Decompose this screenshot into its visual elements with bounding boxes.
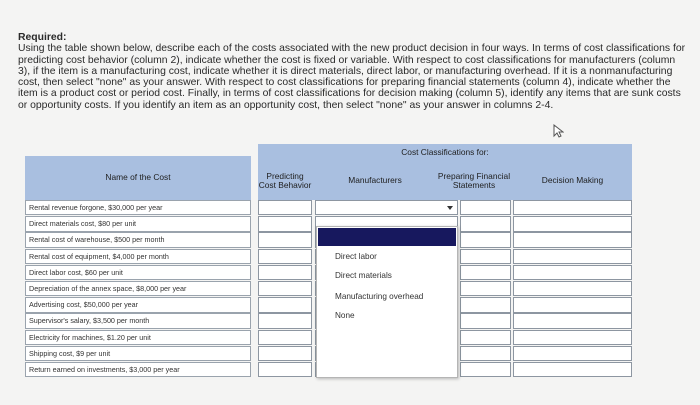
decision-making-select[interactable] <box>513 297 632 312</box>
decision-making-select[interactable] <box>513 362 632 377</box>
header-manufacturers: Manufacturers <box>348 175 402 186</box>
manufacturers-dropdown-menu[interactable] <box>316 226 458 378</box>
dropdown-option-none[interactable]: None <box>335 311 355 320</box>
cost-name-cell: Rental cost of equipment, $4,000 per month <box>25 249 251 264</box>
header-predicting-cost-behavior: Predicting Cost Behavior <box>258 170 312 190</box>
mouse-pointer-icon <box>552 124 564 138</box>
cost-name-cell: Return earned on investments, $3,000 per year <box>25 362 251 377</box>
predicting-cost-behavior-select[interactable] <box>258 249 312 264</box>
chevron-down-icon[interactable] <box>447 206 453 210</box>
predicting-cost-behavior-select[interactable] <box>258 346 312 361</box>
header-name-of-cost: Name of the Cost <box>105 172 171 183</box>
cost-name-cell: Depreciation of the annex space, $8,000 per year <box>25 281 251 296</box>
preparing-financial-statements-select[interactable] <box>460 330 511 345</box>
predicting-cost-behavior-select[interactable] <box>258 200 312 215</box>
predicting-cost-behavior-select[interactable] <box>258 313 312 328</box>
decision-making-select[interactable] <box>513 249 632 264</box>
preparing-financial-statements-select[interactable] <box>460 281 511 296</box>
preparing-financial-statements-select[interactable] <box>460 362 511 377</box>
dropdown-option-direct-labor[interactable]: Direct labor <box>335 252 377 261</box>
decision-making-select[interactable] <box>513 281 632 296</box>
cost-name-cell: Rental cost of warehouse, $500 per month <box>25 232 251 247</box>
instructions-body: Using the table shown below, describe each of the costs associated with the new product decision in four ways. In terms of cost classifications for predicting cost behavior (column 2), indicate whether the cost is fixed or variable. With respect to cost classifications for manufacturers (column 3), if the item is a manufacturing cost, indicate whether it is direct materials, direct labor, or manufacturing overhead. If it is a nonmanufacturing cost, then select "none" as your answer. With respect to cost classifications for preparing financial statements (column 4), indicate whether the item is a product cost or period cost. Finally, in terms of cost classifications for decision making (column 5), identify any items that are sunk costs or opportunity costs. If you identify an item as an opportunity cost, then select "none" as your answer in columns 2-4. <box>18 43 686 111</box>
predicting-cost-behavior-select[interactable] <box>258 330 312 345</box>
preparing-financial-statements-select[interactable] <box>460 249 511 264</box>
preparing-financial-statements-select[interactable] <box>460 200 511 215</box>
header-preparing-financial-statements: Preparing Financial Statements <box>437 170 511 190</box>
preparing-financial-statements-select[interactable] <box>460 297 511 312</box>
predicting-cost-behavior-select[interactable] <box>258 281 312 296</box>
cost-name-cell: Rental revenue forgone, $30,000 per year <box>25 200 251 215</box>
decision-making-select[interactable] <box>513 313 632 328</box>
decision-making-select[interactable] <box>513 330 632 345</box>
decision-making-select[interactable] <box>513 200 632 215</box>
cost-name-cell: Advertising cost, $50,000 per year <box>25 297 251 312</box>
predicting-cost-behavior-select[interactable] <box>258 265 312 280</box>
preparing-financial-statements-select[interactable] <box>460 232 511 247</box>
predicting-cost-behavior-select[interactable] <box>258 297 312 312</box>
decision-making-select[interactable] <box>513 265 632 280</box>
predicting-cost-behavior-select[interactable] <box>258 362 312 377</box>
instructions-heading: Required: <box>18 32 67 43</box>
instructions <box>18 32 690 111</box>
cost-name-cell: Direct materials cost, $80 per unit <box>25 216 251 231</box>
preparing-financial-statements-select[interactable] <box>460 313 511 328</box>
cost-name-cell: Shipping cost, $9 per unit <box>25 346 251 361</box>
manufacturers-select[interactable] <box>315 200 458 215</box>
predicting-cost-behavior-select[interactable] <box>258 232 312 247</box>
decision-making-select[interactable] <box>513 346 632 361</box>
cost-name-cell: Electricity for machines, $1.20 per unit <box>25 330 251 345</box>
preparing-financial-statements-select[interactable] <box>460 265 511 280</box>
preparing-financial-statements-select[interactable] <box>460 216 511 231</box>
dropdown-selected-blank-option[interactable] <box>318 228 456 246</box>
header-cost-classifications: Cost Classifications for: <box>401 147 489 158</box>
decision-making-select[interactable] <box>513 216 632 231</box>
header-decision-making: Decision Making <box>541 175 604 186</box>
predicting-cost-behavior-select[interactable] <box>258 216 312 231</box>
cost-name-cell: Supervisor's salary, $3,500 per month <box>25 313 251 328</box>
table-row <box>25 200 632 215</box>
decision-making-select[interactable] <box>513 232 632 247</box>
preparing-financial-statements-select[interactable] <box>460 346 511 361</box>
dropdown-option-direct-materials[interactable]: Direct materials <box>335 271 392 280</box>
dropdown-option-manufacturing-overhead[interactable]: Manufacturing overhead <box>335 292 424 301</box>
cost-name-cell: Direct labor cost, $60 per unit <box>25 265 251 280</box>
